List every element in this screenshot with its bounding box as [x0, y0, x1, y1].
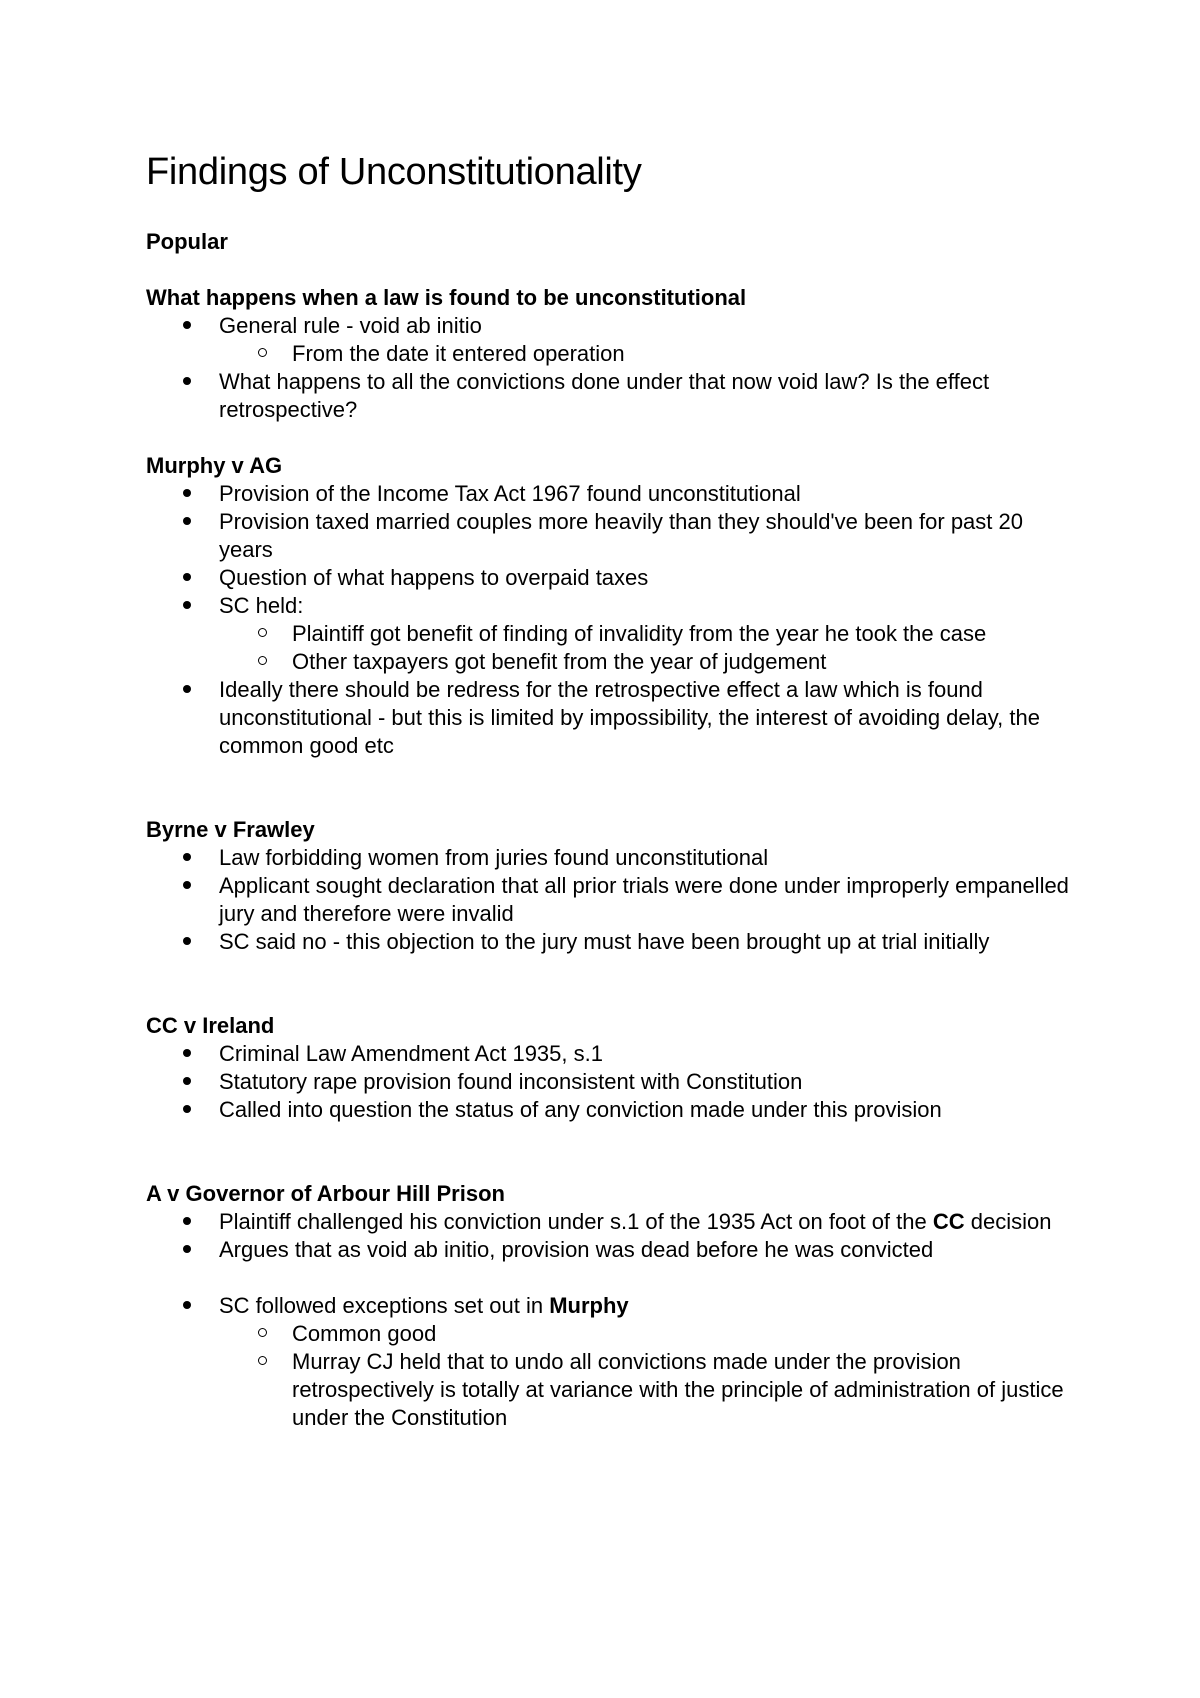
- sub-bullet-item: Murray CJ held that to undo all convictions made under the provision retrospectively is totally at variance with the principle of administration of justice under the Constitution: [292, 1348, 1076, 1432]
- sub-bullet-item: Other taxpayers got benefit from the year of judgement: [292, 648, 1076, 676]
- bullet-item: SC said no - this objection to the jury must have been brought up at trial initially: [219, 928, 1076, 956]
- bullet-item: Provision of the Income Tax Act 1967 found unconstitutional: [219, 480, 1076, 508]
- sub-bullet-list: [219, 620, 1076, 676]
- case-reference-cc: CC: [932, 1209, 965, 1234]
- sub-bullet-list: [219, 1320, 1076, 1432]
- sub-bullet-item: Plaintiff got benefit of finding of invalidity from the year he took the case: [292, 620, 1076, 648]
- bullet-list: [146, 1040, 1076, 1124]
- bullet-item: Provision taxed married couples more heavily than they should've been for past 20 years: [219, 508, 1076, 564]
- bullet-list: [146, 1208, 1076, 1432]
- bullet-list: [146, 480, 1076, 760]
- bullet-text: SC followed exceptions set out in: [219, 1293, 550, 1318]
- section-heading-cc-v-ireland: CC v Ireland: [146, 1013, 275, 1038]
- bullet-item: Statutory rape provision found inconsistent with Constitution: [219, 1068, 1076, 1096]
- section-heading-byrne-v-frawley: Byrne v Frawley: [146, 817, 315, 842]
- sub-bullet-item: Common good: [292, 1320, 1076, 1348]
- section-heading-what-happens: What happens when a law is found to be unconstitutional: [146, 285, 747, 310]
- bullet-item: What happens to all the convictions done under that now void law? Is the effect retrospective?: [219, 368, 1076, 424]
- document-page: [146, 146, 1076, 1432]
- bullet-list: [146, 844, 1076, 956]
- bullet-item: [219, 1292, 1076, 1432]
- bullet-item: Criminal Law Amendment Act 1935, s.1: [219, 1040, 1076, 1068]
- bullet-item: Called into question the status of any conviction made under this provision: [219, 1096, 1076, 1124]
- bullet-list: [146, 312, 1076, 424]
- bullet-text: Plaintiff challenged his conviction under s.1 of the 1935 Act on foot of the: [219, 1209, 933, 1234]
- bullet-item: [219, 1208, 1076, 1236]
- section-heading-murphy-v-ag: Murphy v AG: [146, 453, 283, 478]
- sub-bullet-item: From the date it entered operation: [292, 340, 1076, 368]
- bullet-item: [219, 592, 1076, 676]
- section-heading-a-v-governor: A v Governor of Arbour Hill Prison: [146, 1181, 505, 1206]
- bullet-item: Argues that as void ab initio, provision was dead before he was convicted: [219, 1236, 1076, 1264]
- bullet-item: Law forbidding women from juries found unconstitutional: [219, 844, 1076, 872]
- bullet-item: Question of what happens to overpaid taxes: [219, 564, 1076, 592]
- bullet-text: SC held:: [219, 593, 304, 618]
- bullet-item: [219, 312, 1076, 368]
- bullet-item: Ideally there should be redress for the retrospective effect a law which is found unconstitutional - but this is limited by impossibility, the interest of avoiding delay, the common good etc: [219, 676, 1076, 760]
- bullet-text-after: decision: [964, 1209, 1052, 1234]
- bullet-text: General rule - void ab initio: [219, 313, 482, 338]
- bullet-item: Applicant sought declaration that all prior trials were done under improperly empanelled jury and therefore were invalid: [219, 872, 1076, 928]
- subtitle-popular: Popular: [146, 229, 228, 254]
- case-reference-murphy: Murphy: [549, 1293, 629, 1318]
- sub-bullet-list: [219, 340, 1076, 368]
- document-title: Findings of Unconstitutionality: [146, 151, 642, 193]
